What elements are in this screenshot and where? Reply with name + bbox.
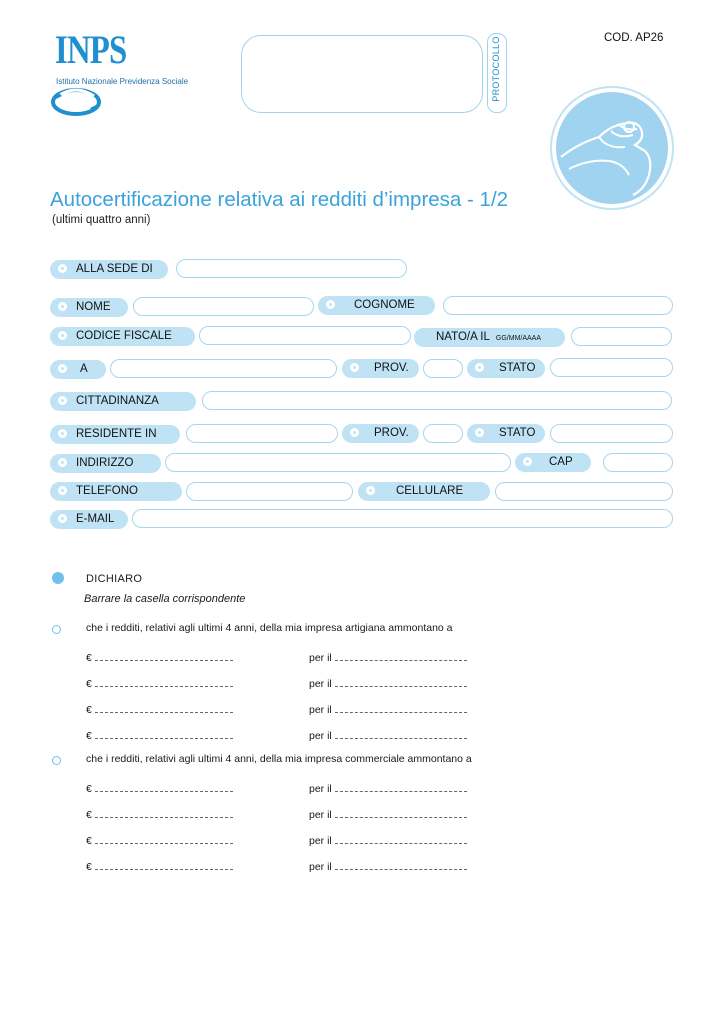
per-il-label: per il: [309, 809, 332, 821]
amount-row: [86, 650, 233, 664]
amount-field[interactable]: [95, 728, 233, 739]
nato-il-label: [414, 328, 565, 347]
cognome-label: [318, 296, 435, 315]
nato-il-field[interactable]: [571, 327, 672, 346]
amount-field[interactable]: [95, 676, 233, 687]
label-knob-icon: [56, 262, 69, 275]
option2-checkbox[interactable]: [52, 756, 61, 765]
codice-fiscale-label: [50, 327, 195, 346]
stato-text: STATO: [499, 362, 536, 374]
currency-symbol: €: [86, 809, 92, 821]
year-field[interactable]: [335, 807, 467, 818]
label-knob-icon: [56, 362, 69, 375]
email-label: [50, 510, 128, 529]
cittadinanza-label: [50, 392, 196, 411]
prov-label: [342, 359, 419, 378]
label-knob-icon: [56, 427, 69, 440]
page-subtitle: (ultimi quattro anni): [52, 214, 151, 226]
codice-fiscale-field[interactable]: [199, 326, 411, 345]
label-knob-icon: [348, 426, 361, 439]
label-knob-icon: [56, 512, 69, 525]
currency-symbol: €: [86, 730, 92, 742]
amount-row: [86, 859, 233, 873]
per-il-label: per il: [309, 652, 332, 664]
year-field[interactable]: [335, 702, 467, 713]
year-row: [309, 833, 467, 847]
currency-symbol: €: [86, 835, 92, 847]
year-row: [309, 702, 467, 716]
cap-field[interactable]: [603, 453, 673, 472]
amount-field[interactable]: [95, 702, 233, 713]
handshake-icon: [549, 85, 675, 211]
option1-checkbox[interactable]: [52, 625, 61, 634]
nome-label: [50, 298, 128, 317]
codice-fiscale-text: CODICE FISCALE: [76, 330, 172, 342]
stato-field[interactable]: [550, 358, 673, 377]
amount-row: [86, 807, 233, 821]
year-field[interactable]: [335, 650, 467, 661]
nome-text: NOME: [76, 301, 111, 313]
telefono-text: TELEFONO: [76, 485, 138, 497]
year-field[interactable]: [335, 833, 467, 844]
prov-text: PROV.: [374, 362, 409, 374]
stato2-field[interactable]: [550, 424, 673, 443]
instruction-text: Barrare la casella corrispondente: [84, 593, 246, 605]
prov-field[interactable]: [423, 359, 463, 378]
date-format-hint: GG/MM/AAAA: [495, 335, 542, 342]
cittadinanza-field[interactable]: [202, 391, 672, 410]
email-field[interactable]: [132, 509, 673, 528]
protocol-label: PROTOCOLLO: [491, 36, 501, 102]
a-text: A: [80, 363, 88, 375]
option2-text: che i redditi, relativi agli ultimi 4 anni, della mia impresa commerciale ammontano a: [86, 753, 472, 765]
cellulare-text: CELLULARE: [396, 485, 464, 497]
amount-row: [86, 833, 233, 847]
dichiaro-heading: DICHIARO: [86, 573, 143, 585]
telefono-label: [50, 482, 182, 501]
inps-logo: INPS: [55, 27, 127, 72]
residente-in-text: RESIDENTE IN: [76, 428, 157, 440]
per-il-label: per il: [309, 861, 332, 873]
a-label: [50, 360, 106, 379]
currency-symbol: €: [86, 704, 92, 716]
logo-subtitle: Istituto Nazionale Previdenza Sociale: [56, 77, 189, 86]
residente-in-label: [50, 425, 180, 444]
section-bullet-icon: [52, 572, 64, 584]
per-il-label: per il: [309, 704, 332, 716]
cap-label: [515, 453, 591, 472]
label-knob-icon: [521, 455, 534, 468]
telefono-field[interactable]: [186, 482, 353, 501]
protocol-box: [241, 35, 483, 113]
label-knob-icon: [56, 394, 69, 407]
amount-field[interactable]: [95, 833, 233, 844]
amount-row: [86, 702, 233, 716]
cellulare-field[interactable]: [495, 482, 673, 501]
indirizzo-label: [50, 454, 161, 473]
label-knob-icon: [324, 298, 337, 311]
indirizzo-field[interactable]: [165, 453, 511, 472]
year-row: [309, 807, 467, 821]
label-knob-icon: [473, 361, 486, 374]
stato-label: [467, 359, 545, 378]
prov2-label: [342, 424, 419, 443]
label-knob-icon: [56, 484, 69, 497]
amount-field[interactable]: [95, 781, 233, 792]
prov2-field[interactable]: [423, 424, 463, 443]
amount-row: [86, 676, 233, 690]
email-text: E-MAIL: [76, 513, 115, 525]
amount-field[interactable]: [95, 859, 233, 870]
alla-sede-text: ALLA SEDE DI: [76, 263, 153, 275]
currency-symbol: €: [86, 678, 92, 690]
year-row: [309, 676, 467, 690]
per-il-label: per il: [309, 730, 332, 742]
label-knob-icon: [364, 484, 377, 497]
stato2-text: STATO: [499, 427, 536, 439]
cognome-field[interactable]: [443, 296, 673, 315]
alla-sede-field[interactable]: [176, 259, 407, 278]
year-row: [309, 859, 467, 873]
currency-symbol: €: [86, 652, 92, 664]
year-field[interactable]: [335, 859, 467, 870]
amount-field[interactable]: [95, 650, 233, 661]
inps-swirl-icon: [50, 86, 102, 118]
currency-symbol: €: [86, 861, 92, 873]
label-knob-icon: [56, 329, 69, 342]
page-title: Autocertificazione relativa ai redditi d’impresa - 1/2: [50, 188, 509, 211]
amount-row: [86, 781, 233, 795]
year-field[interactable]: [335, 781, 467, 792]
cellulare-label: [358, 482, 490, 501]
amount-row: [86, 728, 233, 742]
indirizzo-text: INDIRIZZO: [76, 457, 134, 469]
luogo-nascita-field[interactable]: [110, 359, 337, 378]
cittadinanza-text: CITTADINANZA: [76, 395, 159, 407]
nome-field[interactable]: [133, 297, 314, 316]
per-il-label: per il: [309, 783, 332, 795]
nato-il-text: NATO/A IL: [436, 331, 490, 343]
per-il-label: per il: [309, 678, 332, 690]
alla-sede-label: [50, 260, 168, 279]
currency-symbol: €: [86, 783, 92, 795]
year-row: [309, 650, 467, 664]
label-knob-icon: [473, 426, 486, 439]
label-knob-icon: [348, 361, 361, 374]
year-row: [309, 781, 467, 795]
label-knob-icon: [56, 300, 69, 313]
stato2-label: [467, 424, 545, 443]
prov2-text: PROV.: [374, 427, 409, 439]
form-code: COD. AP26: [604, 32, 664, 44]
year-field[interactable]: [335, 676, 467, 687]
cognome-text: COGNOME: [354, 299, 415, 311]
year-row: [309, 728, 467, 742]
per-il-label: per il: [309, 835, 332, 847]
option1-text: che i redditi, relativi agli ultimi 4 anni, della mia impresa artigiana ammontano a: [86, 622, 453, 634]
label-knob-icon: [56, 456, 69, 469]
cap-text: CAP: [549, 456, 573, 468]
residente-in-field[interactable]: [186, 424, 338, 443]
year-field[interactable]: [335, 728, 467, 739]
amount-field[interactable]: [95, 807, 233, 818]
